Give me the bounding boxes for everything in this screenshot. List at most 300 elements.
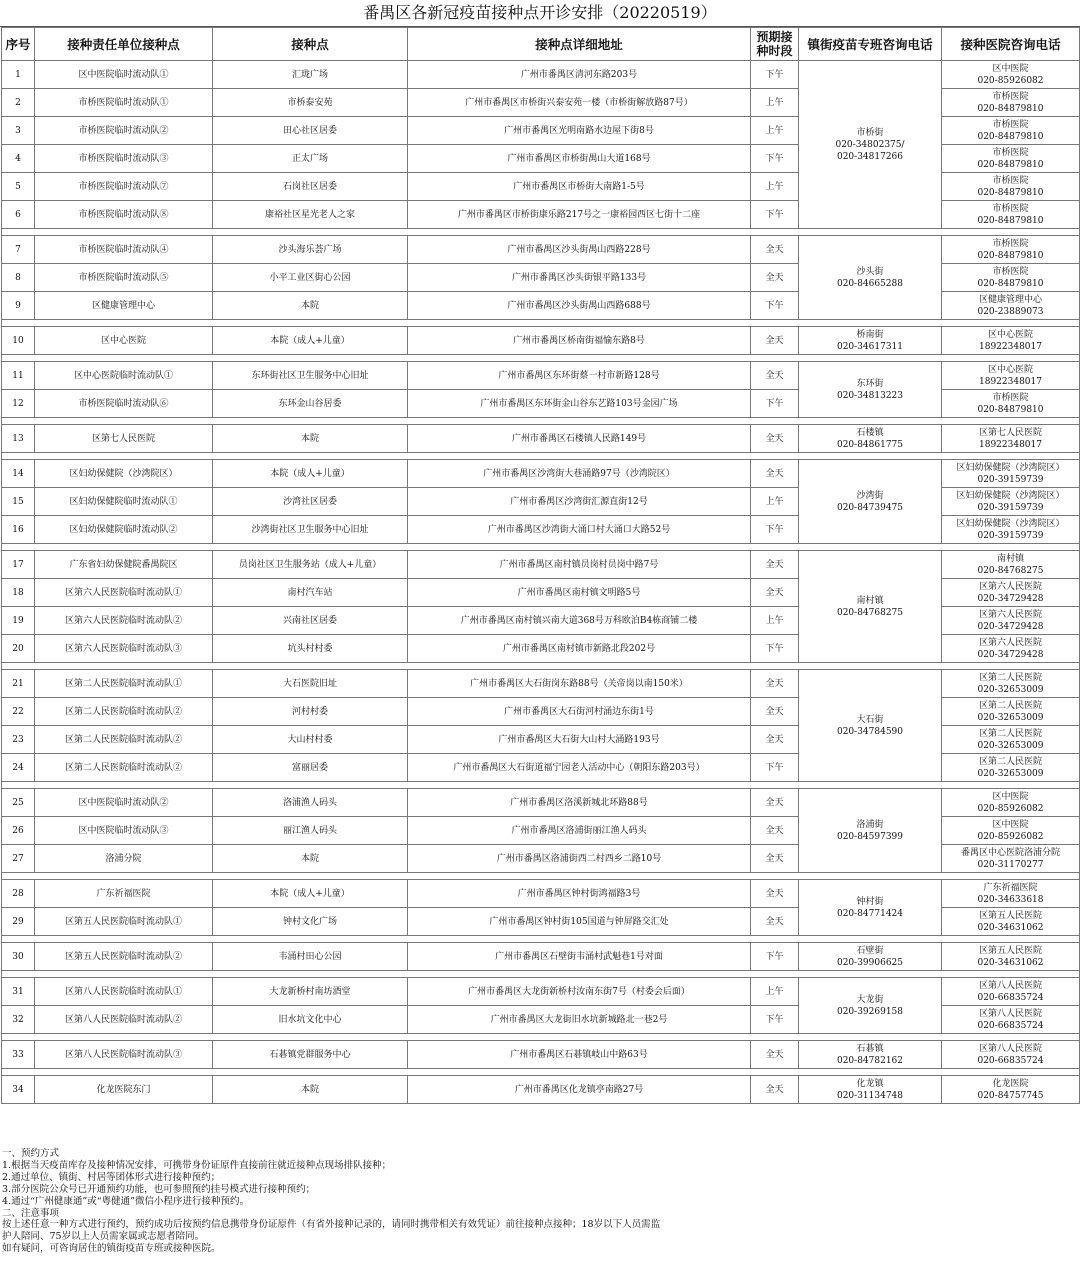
cell-time: 下午 [751,390,799,418]
cell-time: 上午 [751,117,799,145]
cell-town-phone [799,978,942,1034]
header-address: 接种点详细地址 [408,28,751,61]
cell-time: 全天 [751,236,799,264]
cell-no: 10 [2,327,35,355]
cell-no: 9 [2,292,35,320]
cell-time: 全天 [751,460,799,488]
cell-unit: 区妇幼保健院临时流动队② [35,516,213,544]
cell-time: 全天 [751,579,799,607]
cell-hospital-phone [942,754,1080,782]
hospital-phone: 020-34631062 [977,957,1044,968]
cell-site: 富丽居委 [213,754,408,782]
hospital-name: 区中心医院 [987,364,1033,375]
cell-town-phone [799,943,942,971]
town-phone-line: 020-84597399 [836,831,904,842]
cell-unit: 区中医院临时流动队② [35,789,213,817]
cell-hospital-phone [942,943,1080,971]
cell-unit: 区第七人民医院 [35,425,213,453]
group-separator-cell [2,782,1080,789]
cell-address: 广州市番禺区东环街金山谷东艺路103号金园广场 [408,390,751,418]
group-separator-cell [2,936,1080,943]
hospital-name: 区第八人民医院 [978,980,1042,991]
cell-hospital-phone [942,390,1080,418]
cell-hospital-phone [942,516,1080,544]
cell-no: 19 [2,607,35,635]
cell-unit: 市桥医院临时流动队⑥ [35,390,213,418]
cell-no: 18 [2,579,35,607]
hospital-name: 南村镇 [996,553,1024,564]
cell-town-phone [799,551,942,663]
cell-address: 广州市番禺区钟村街鸿福路3号 [408,880,751,908]
cell-time: 全天 [751,551,799,579]
hospital-name: 区第五人民医院 [978,910,1042,921]
town-phone-line: 020-84768275 [836,607,904,618]
hospital-phone: 18922348017 [979,439,1042,450]
cell-time: 下午 [751,292,799,320]
cell-site: 本院（成人+儿童） [213,460,408,488]
cell-site: 本院（成人+儿童） [213,327,408,355]
cell-hospital-phone [942,173,1080,201]
cell-no: 28 [2,880,35,908]
cell-site: 汇珑广场 [213,61,408,89]
cell-time: 下午 [751,1006,799,1034]
cell-address: 广州市番禺区光明南路水边屋下街8号 [408,117,751,145]
hospital-name: 区第六人民医院 [978,581,1042,592]
table-row [2,236,1080,264]
hospital-name: 区中医院 [992,819,1029,830]
cell-site: 钟村文化广场 [213,908,408,936]
hospital-phone: 020-84879810 [977,131,1044,142]
cell-address: 广州市番禺区清河东路203号 [408,61,751,89]
cell-hospital-phone [942,607,1080,635]
note-line: 2.通过单位、镇街、村居等团体形式进行接种预约； [2,1171,221,1183]
cell-address: 广州市番禺区东环街蔡一村市新路128号 [408,362,751,390]
hospital-phone: 020-84768275 [977,565,1044,576]
town-phone-line: 沙湾街 [856,490,884,501]
cell-hospital-phone [942,978,1080,1006]
cell-no: 23 [2,726,35,754]
town-phone-line: 化龙镇 [856,1078,884,1089]
town-phone-line: 020-31134748 [836,1090,904,1101]
cell-no: 21 [2,670,35,698]
cell-address: 广州市番禺区南村镇员岗村员岗中路7号 [408,551,751,579]
note-line: 按上述任意一种方式进行预约，预约成功后按预约信息携带身份证原件（有省外接种记录的，请同时携带相关有效凭证）前往接种点接种；18岁以下人员需监 [2,1219,661,1231]
cell-time: 下午 [751,516,799,544]
table-row [2,362,1080,390]
cell-unit: 市桥医院临时流动队⑤ [35,264,213,292]
cell-address: 广州市番禺区石楼镇人民路149号 [408,425,751,453]
hospital-name: 广东祈福医院 [983,882,1038,893]
hospital-phone: 020-39159739 [977,502,1044,513]
town-phone-line: 020-84739475 [836,502,904,513]
cell-town-phone [799,1076,942,1104]
town-phone-line: 大龙街 [856,994,884,1005]
hospital-phone: 18922348017 [979,376,1042,387]
cell-time: 下午 [751,61,799,89]
cell-hospital-phone [942,425,1080,453]
cell-address: 广州市番禺区沙头街禺山西路228号 [408,236,751,264]
cell-hospital-phone [942,1076,1080,1104]
cell-no: 11 [2,362,35,390]
group-separator-cell [2,544,1080,551]
cell-hospital-phone [942,845,1080,873]
town-phone-line: 石楼镇 [856,427,884,438]
header-town-phone: 镇街疫苗专班咨询电话 [799,28,942,61]
cell-time: 全天 [751,362,799,390]
cell-site: 东环街社区卫生服务中心旧址 [213,362,408,390]
group-separator [2,229,1080,236]
hospital-phone: 020-34729428 [977,593,1044,604]
group-separator [2,936,1080,943]
group-separator-cell [2,418,1080,425]
group-separator-cell [2,1069,1080,1076]
cell-address: 广州市番禺区洛浦街丽江渔人码头 [408,817,751,845]
cell-address: 广州市番禺区大龙街新桥村汝南东街7号（村委会后面） [408,978,751,1006]
town-phone-line: 桥南街 [856,329,884,340]
group-separator-cell [2,971,1080,978]
cell-town-phone [799,425,942,453]
cell-town-phone [799,789,942,873]
cell-site: 小平工业区街心公园 [213,264,408,292]
cell-time: 全天 [751,425,799,453]
hospital-name: 区中医院 [992,63,1029,74]
hospital-phone: 18922348017 [979,341,1042,352]
cell-unit: 市桥医院临时流动队⑧ [35,201,213,229]
cell-unit: 区第二人民医院临时流动队② [35,698,213,726]
hospital-name: 区第六人民医院 [978,609,1042,620]
town-phone-line: 沙头街 [856,266,884,277]
cell-address: 广州市番禺区大石街道福宁园老人活动中心（朝阳东路203号） [408,754,751,782]
cell-unit: 区第八人民医院临时流动队② [35,1006,213,1034]
hospital-phone: 020-85926082 [977,831,1044,842]
hospital-phone: 020-34729428 [977,621,1044,632]
cell-unit: 区第八人民医院临时流动队③ [35,1041,213,1069]
cell-unit: 区妇幼保健院（沙湾院区） [35,460,213,488]
cell-unit: 区健康管理中心 [35,292,213,320]
hospital-phone: 020-84879810 [977,250,1044,261]
cell-site: 市桥泰安苑 [213,89,408,117]
cell-address: 广州市番禺区化龙镇亭南路27号 [408,1076,751,1104]
cell-time: 上午 [751,978,799,1006]
group-separator [2,1069,1080,1076]
group-separator-cell [2,663,1080,670]
hospital-name: 区第五人民医院 [978,945,1042,956]
cell-hospital-phone [942,117,1080,145]
cell-hospital-phone [942,488,1080,516]
hospital-phone: 020-84879810 [977,187,1044,198]
cell-no: 6 [2,201,35,229]
hospital-phone: 020-84879810 [977,278,1044,289]
table-row [2,61,1080,89]
cell-town-phone [799,1041,942,1069]
cell-site: 本院 [213,845,408,873]
cell-address: 广州市番禺区市桥街兴泰安苑一楼（市桥街解放路87号） [408,89,751,117]
cell-hospital-phone [942,726,1080,754]
cell-hospital-phone [942,362,1080,390]
cell-site: 本院 [213,425,408,453]
cell-time: 全天 [751,1041,799,1069]
note-line: 如有疑问，可咨询居住的镇街疫苗专班或接种医院。 [2,1243,221,1255]
hospital-name: 市桥医院 [992,119,1029,130]
cell-time: 下午 [751,943,799,971]
hospital-phone: 020-85926082 [977,803,1044,814]
cell-unit: 区第二人民医院临时流动队① [35,670,213,698]
cell-time: 全天 [751,845,799,873]
group-separator-cell [2,355,1080,362]
cell-time: 上午 [751,89,799,117]
group-separator [2,1034,1080,1041]
cell-unit: 区第二人民医院临时流动队② [35,726,213,754]
page-title: 番禺区各新冠疫苗接种点开诊安排（20220519） [0,0,1080,27]
group-separator-cell [2,873,1080,880]
cell-time: 全天 [751,789,799,817]
hospital-name: 区健康管理中心 [978,294,1042,305]
hospital-phone: 020-39159739 [977,530,1044,541]
cell-unit: 区妇幼保健院临时流动队① [35,488,213,516]
cell-unit: 市桥医院临时流动队① [35,89,213,117]
town-phone-line: 020-34817266 [836,151,904,162]
cell-hospital-phone [942,1006,1080,1034]
table-row [2,789,1080,817]
cell-no: 13 [2,425,35,453]
cell-site: 大山村村委 [213,726,408,754]
cell-hospital-phone [942,698,1080,726]
table-row [2,425,1080,453]
group-separator [2,663,1080,670]
town-phone-line: 石碁镇 [856,1043,884,1054]
hospital-phone: 020-84757745 [977,1090,1044,1101]
hospital-name: 番禺区中心医院洛浦分院 [960,847,1060,858]
cell-town-phone [799,327,942,355]
cell-time: 全天 [751,670,799,698]
cell-time: 上午 [751,488,799,516]
cell-time: 全天 [751,1076,799,1104]
cell-address: 广州市番禺区市桥街康乐路217号之一康裕园西区七街十二座 [408,201,751,229]
hospital-name: 区第二人民医院 [978,700,1042,711]
cell-no: 24 [2,754,35,782]
cell-unit: 洛浦分院 [35,845,213,873]
cell-time: 下午 [751,201,799,229]
town-phone-line: 钟村街 [856,896,884,907]
cell-site: 坑头村村委 [213,635,408,663]
cell-site: 大石医院旧址 [213,670,408,698]
town-phone-line: 东环街 [856,378,884,389]
note-line: 3.部分医院公众号已开通预约功能，也可参照预约挂号模式进行接种预约； [2,1183,316,1195]
hospital-phone: 020-84879810 [977,215,1044,226]
town-phone-line: 洛浦街 [856,819,884,830]
town-phone-line: 市桥街 [856,127,884,138]
cell-unit: 化龙医院东门 [35,1076,213,1104]
cell-site: 南村汽车站 [213,579,408,607]
note-line: 1.根据当天疫苗库存及接种情况安排，可携带身份证原件直接前往就近接种点现场排队接种； [2,1159,392,1171]
hospital-phone: 020-84879810 [977,103,1044,114]
cell-hospital-phone [942,89,1080,117]
cell-address: 广州市番禺区沙湾街大涌口村大涌口大路52号 [408,516,751,544]
cell-site: 石岗社区居委 [213,173,408,201]
cell-unit: 市桥医院临时流动队② [35,117,213,145]
town-phone-line: 020-34802375/ [835,139,905,150]
town-phone-line: 020-39269158 [836,1006,904,1017]
hospital-name: 区妇幼保健院（沙湾院区） [956,462,1065,473]
cell-no: 7 [2,236,35,264]
hospital-phone: 020-66835724 [977,992,1044,1003]
hospital-phone: 020-39159739 [977,474,1044,485]
cell-town-phone [799,61,942,229]
cell-no: 34 [2,1076,35,1104]
cell-site: 兴南社区居委 [213,607,408,635]
note-line: 护人陪同、75岁以上人员需家属或志愿者陪同。 [2,1231,205,1243]
cell-no: 20 [2,635,35,663]
cell-address: 广州市番禺区洛溪新城北环路88号 [408,789,751,817]
header-no: 序号 [2,28,35,61]
cell-no: 4 [2,145,35,173]
cell-hospital-phone [942,201,1080,229]
cell-unit: 市桥医院临时流动队④ [35,236,213,264]
cell-no: 26 [2,817,35,845]
table-row [2,327,1080,355]
cell-time: 全天 [751,327,799,355]
cell-time: 上午 [751,173,799,201]
cell-address: 广州市番禺区南村镇市新路北段202号 [408,635,751,663]
cell-town-phone [799,880,942,936]
cell-no: 8 [2,264,35,292]
hospital-phone: 020-32653009 [977,684,1044,695]
cell-time: 下午 [751,635,799,663]
cell-hospital-phone [942,236,1080,264]
cell-address: 广州市番禺区石碁镇岐山中路63号 [408,1041,751,1069]
table-row [2,1076,1080,1104]
hospital-name: 区中心医院 [987,329,1033,340]
cell-site: 石碁镇党群服务中心 [213,1041,408,1069]
cell-hospital-phone [942,670,1080,698]
group-separator-cell [2,453,1080,460]
cell-address: 广州市番禺区桥南街福愉东路8号 [408,327,751,355]
hospital-name: 区第二人民医院 [978,728,1042,739]
hospital-phone: 020-23889073 [977,306,1044,317]
hospital-phone: 020-66835724 [977,1055,1044,1066]
table-row [2,460,1080,488]
header-unit: 接种责任单位接种点 [35,28,213,61]
cell-time: 下午 [751,754,799,782]
hospital-phone: 020-32653009 [977,740,1044,751]
group-separator [2,320,1080,327]
cell-hospital-phone [942,908,1080,936]
cell-address: 广州市番禺区南村镇文明路5号 [408,579,751,607]
note-line: 二、注意事项 [2,1207,60,1219]
cell-time: 上午 [751,607,799,635]
town-phone-line: 020-34617311 [836,341,904,352]
cell-town-phone [799,362,942,418]
cell-time: 全天 [751,908,799,936]
hospital-phone: 020-32653009 [977,712,1044,723]
cell-unit: 市桥医院临时流动队③ [35,145,213,173]
town-phone-line: 020-34784590 [836,726,904,737]
group-separator-cell [2,1034,1080,1041]
cell-hospital-phone [942,145,1080,173]
header-time: 预期接种时段 [751,28,799,61]
hospital-name: 化龙医院 [992,1078,1029,1089]
cell-address: 广州市番禺区沙头街禺山西路688号 [408,292,751,320]
cell-no: 17 [2,551,35,579]
town-phone-line: 020-84665288 [836,278,904,289]
cell-no: 1 [2,61,35,89]
town-phone-line: 020-84771424 [836,908,904,919]
cell-town-phone [799,236,942,320]
group-separator [2,971,1080,978]
hospital-phone: 020-84879810 [977,404,1044,415]
hospital-phone: 020-34729428 [977,649,1044,660]
notes-section [2,1148,1076,1255]
cell-address: 广州市番禺区大石街河村涌边东街1号 [408,698,751,726]
cell-no: 22 [2,698,35,726]
cell-site: 沙头海乐荟广场 [213,236,408,264]
cell-site: 沙湾街社区卫生服务中心旧址 [213,516,408,544]
cell-no: 16 [2,516,35,544]
hospital-name: 市桥医院 [992,266,1029,277]
schedule-table [1,27,1080,1104]
cell-hospital-phone [942,61,1080,89]
cell-no: 15 [2,488,35,516]
hospital-name: 区第六人民医院 [978,637,1042,648]
cell-hospital-phone [942,789,1080,817]
note-line: 一、预约方式 [2,1148,60,1159]
cell-unit: 区第二人民医院临时流动队② [35,754,213,782]
cell-hospital-phone [942,635,1080,663]
hospital-name: 区妇幼保健院（沙湾院区） [956,518,1065,529]
cell-address: 广州市番禺区洛浦街西二村西乡二路10号 [408,845,751,873]
hospital-name: 区第七人民医院 [978,427,1042,438]
group-separator [2,782,1080,789]
group-separator [2,355,1080,362]
hospital-name: 区第二人民医院 [978,756,1042,767]
cell-no: 12 [2,390,35,418]
cell-unit: 广东省妇幼保健院番禺院区 [35,551,213,579]
cell-hospital-phone [942,817,1080,845]
cell-hospital-phone [942,880,1080,908]
table-row [2,978,1080,1006]
hospital-phone: 020-84879810 [977,159,1044,170]
hospital-name: 区妇幼保健院（沙湾院区） [956,490,1065,501]
cell-address: 广州市番禺区石壁街韦涌村武魁巷1号对面 [408,943,751,971]
cell-no: 5 [2,173,35,201]
cell-hospital-phone [942,460,1080,488]
cell-no: 3 [2,117,35,145]
cell-address: 广州市番禺区沙湾街大巷涌路97号（沙湾院区） [408,460,751,488]
group-separator-cell [2,229,1080,236]
cell-unit: 区第六人民医院临时流动队② [35,607,213,635]
cell-unit: 市桥医院临时流动队⑦ [35,173,213,201]
cell-unit: 区第六人民医院临时流动队③ [35,635,213,663]
cell-address: 广州市番禺区市桥街大南路1-5号 [408,173,751,201]
hospital-name: 区中医院 [992,791,1029,802]
cell-site: 本院 [213,1076,408,1104]
cell-hospital-phone [942,1041,1080,1069]
hospital-name: 市桥医院 [992,392,1029,403]
hospital-name: 市桥医院 [992,238,1029,249]
cell-no: 2 [2,89,35,117]
cell-hospital-phone [942,327,1080,355]
cell-unit: 区第五人民医院临时流动队② [35,943,213,971]
cell-unit: 区中心医院 [35,327,213,355]
cell-address: 广州市番禺区大石街大山村大涌路193号 [408,726,751,754]
table-row [2,943,1080,971]
cell-address: 广州市番禺区钟村街105国道与钟屏路交汇处 [408,908,751,936]
table-header-row [2,28,1080,61]
cell-hospital-phone [942,551,1080,579]
cell-no: 30 [2,943,35,971]
cell-unit: 区第六人民医院临时流动队① [35,579,213,607]
cell-time: 全天 [751,698,799,726]
